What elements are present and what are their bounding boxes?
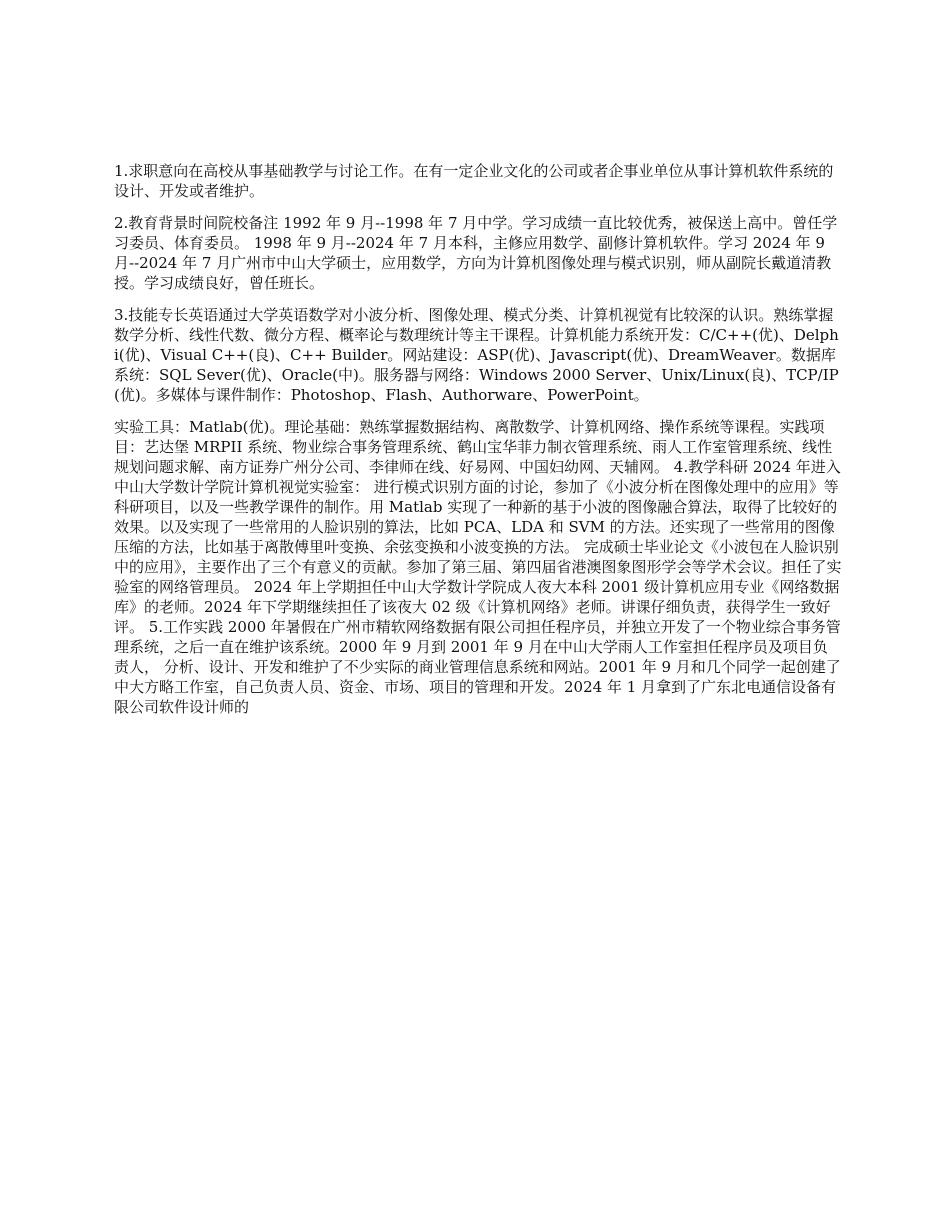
paragraph-job-objective: 1.求职意向在高校从事基础教学与讨论工作。在有一定企业文化的公司或者企事业单位从事计算机软件系统的设计、开发或者维护。 [114,162,834,200]
paragraph-skills: 3.技能专长英语通过大学英语数学对小波分析、图像处理、模式分类、计算机视觉有比较深的认识。熟练掌握数学分析、线性代数、微分方程、概率论与数理统计等主干课程。计算机能力系统开发：C/C++(优)、Delphi(优)、Visual C++(良)、C++ Builder。网站建设：ASP(优)、Javascript(优)、DreamWeaver。数据库系统：SQL Sever(优)、Oracle(中)。服务器与网络：Windows 2000 Server、Unix/Linux(良)、TCP/IP(优)。多媒体与课件制作：Photoshop、Flash、Authorware、PowerPoint。 [114,306,839,404]
paragraph-tools-research-work: 实验工具：Matlab(优)。理论基础：熟练掌握数据结构、离散数学、计算机网络、操作系统等课程。实践项目：艺达堡 MRPII 系统、物业综合事务管理系统、鹤山宝华菲力制衣管理系统、雨人工作室管理系统、线性规划问题求解、南方证券广州分公司、李律师在线、好易网、中国妇幼网、天辅网。 4.教学科研 2024 年进入中山大学数计学院计算机视觉实验室： 进行模式识别方面的讨论，参加了《小波分析在图像处理中的应用》等科研项目，以及一些教学课件的制作。用 Matlab 实现了一种新的基于小波的图像融合算法，取得了比较好的效果。以及实现了一些常用的人脸识别的算法，比如 PCA、LDA 和 SVM 的方法。还实现了一些常用的图像压缩的方法，比如基于离散傅里叶变换、余弦变换和小波变换的方法。 完成硕士毕业论文《小波包在人脸识别中的应用》，主要作出了三个有意义的贡献。参加了第三届、第四届省港澳图象图形学会等学术会议。担任了实验室的网络管理员。 2024 年上学期担任中山大学数计学院成人夜大本科 2001 级计算机应用专业《网络数据库》的老师。2024 年下学期继续担任了该夜大 02 级《计算机网络》老师。讲课仔细负责，获得学生一致好评。 5.工作实践 2000 年暑假在广州市精软网络数据有限公司担任程序员，并独立开发了一个物业综合事务管理系统，之后一直在维护该系统。2000 年 9 月到 2001 年 9 月在中山大学雨人工作室担任程序员及项目负责人， 分析、设计、开发和维护了不少实际的商业管理信息系统和网站。2001 年 9 月和几个同学一起创建了中大方略工作室，自己负责人员、资金、市场、项目的管理和开发。2024 年 1 月拿到了广东北电通信设备有限公司软件设计师的 [114,418,842,716]
resume-body [114,161,842,729]
paragraph-education: 2.教育背景时间院校备注 1992 年 9 月--1998 年 7 月中学。学习成绩一直比较优秀，被保送上高中。曾任学习委员、体育委员。 1998 年 9 月--2024 年 7 月本科，主修应用数学、副修计算机软件。学习 2024 年 9 月--2024 年 7 月广州市中山大学硕士，应用数学，方向为计算机图像处理与模式识别，师从副院长戴道清教授。学习成绩良好，曾任班长。 [114,214,838,292]
